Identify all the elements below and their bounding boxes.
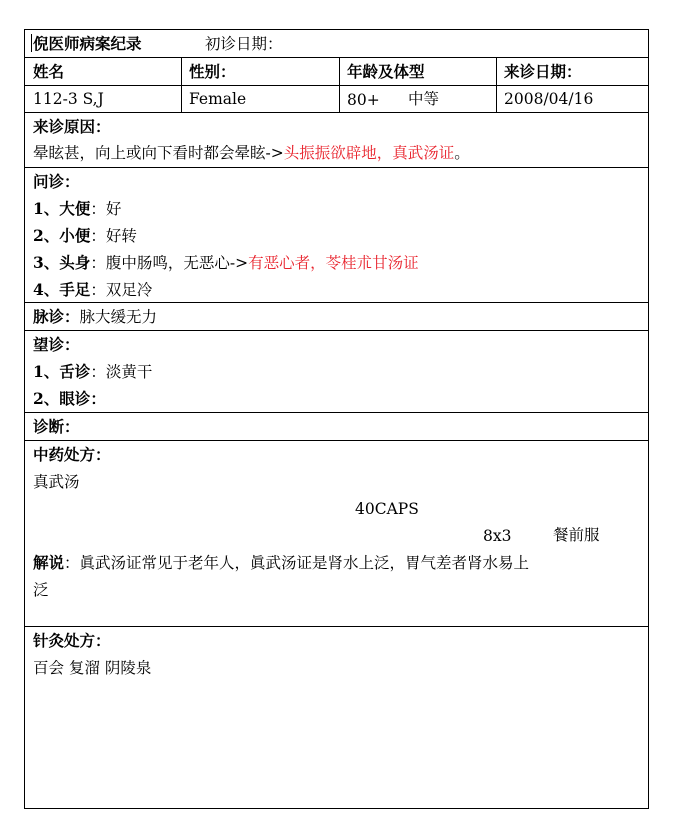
- item-number: 3、: [33, 253, 60, 272]
- acupuncture-points: 百会 复溜 阴陵泉: [33, 659, 152, 677]
- inquiry-item: [33, 280, 152, 300]
- reason-text-black: 晕眩甚，向上或向下看时都会晕眩->: [33, 144, 284, 162]
- row-divider: [25, 57, 648, 58]
- item-value: 好: [105, 200, 122, 218]
- inquiry-item: [33, 253, 419, 273]
- observation-item: [33, 389, 106, 409]
- inquiry-item: [33, 199, 121, 219]
- reason-label: 来诊原因：: [33, 117, 111, 136]
- item-number: 1、: [33, 362, 60, 381]
- row-divider: [25, 440, 648, 441]
- diagnosis-label: 诊断：: [33, 417, 80, 436]
- row-divider: [25, 85, 648, 86]
- row-divider: [25, 626, 648, 627]
- item-key: 手足: [59, 280, 91, 299]
- item-sep: ：: [90, 281, 106, 299]
- item-value: 双足冷: [105, 281, 153, 299]
- item-value: 腹中肠鸣，无恶心->: [105, 254, 249, 272]
- reason-text-red: 头振振欲辟地，真武汤证: [283, 144, 455, 162]
- herbal-timing: 餐前服: [553, 526, 600, 544]
- herbal-frequency: 8x3: [483, 527, 512, 545]
- patient-gender: Female: [189, 90, 247, 108]
- item-sep: ：: [90, 254, 106, 272]
- item-sep: ：: [90, 200, 106, 218]
- item-key: 眼诊: [59, 389, 91, 408]
- col-header-visit-date: 来诊日期：: [504, 62, 582, 81]
- reason-text-end: 。: [454, 144, 470, 162]
- col-header-age: 年龄及体型: [347, 62, 425, 81]
- record-title: 倪医师病案纪录: [33, 34, 142, 53]
- col-header-gender: 性别：: [189, 62, 236, 81]
- medical-record-sheet: [24, 29, 649, 809]
- row-divider: [25, 302, 648, 303]
- pulse-row: [33, 307, 157, 327]
- item-key: 舌诊: [59, 362, 91, 381]
- row-divider: [25, 412, 648, 413]
- observation-label: 望诊：: [33, 335, 80, 354]
- item-value: 淡黄干: [105, 363, 153, 381]
- text-cursor: [31, 34, 32, 52]
- column-divider: [496, 57, 497, 112]
- herbal-explanation-cont: 泛: [33, 581, 49, 599]
- reason-text: [33, 143, 470, 163]
- column-divider: [181, 57, 182, 112]
- pulse-label: 脉诊：: [33, 307, 80, 326]
- row-divider: [25, 112, 648, 113]
- item-sep: ：: [90, 227, 106, 245]
- inquiry-label: 问诊：: [33, 172, 80, 191]
- row-divider: [25, 330, 648, 331]
- item-note-red: 有恶心者，苓桂朮甘汤证: [248, 254, 419, 272]
- first-visit-label: 初诊日期：: [205, 35, 283, 53]
- explain-label: 解说: [33, 553, 65, 572]
- visit-date: 2008/04/16: [504, 90, 594, 108]
- patient-body-type: 中等: [408, 90, 440, 108]
- explain-line1: 眞武汤证常见于老年人，眞武汤证是肾水上泛，胃气差者肾水易上: [79, 554, 530, 572]
- item-key: 小便: [59, 226, 91, 245]
- item-sep: ：: [90, 363, 106, 381]
- herbal-label: 中药处方：: [33, 445, 111, 464]
- item-number: 1、: [33, 199, 60, 218]
- patient-age: 80+: [347, 91, 380, 109]
- item-sep: ：: [90, 389, 106, 408]
- column-divider: [339, 57, 340, 112]
- herbal-dose: 40CAPS: [355, 500, 419, 518]
- item-value: 好转: [105, 227, 137, 245]
- herbal-explanation: [33, 553, 529, 573]
- col-header-name: 姓名: [33, 62, 65, 81]
- explain-sep: ：: [64, 554, 80, 572]
- item-number: 4、: [33, 280, 60, 299]
- observation-item: [33, 362, 152, 382]
- item-number: 2、: [33, 226, 60, 245]
- herbal-formula: 真武汤: [33, 473, 80, 491]
- item-key: 头身: [59, 253, 91, 272]
- patient-id: 112-3 S,J: [33, 90, 104, 108]
- row-divider: [25, 167, 648, 168]
- acupuncture-label: 针灸处方：: [33, 631, 111, 650]
- inquiry-item: [33, 226, 137, 246]
- pulse-text: 脉大缓无力: [79, 308, 158, 326]
- item-key: 大便: [59, 199, 91, 218]
- item-number: 2、: [33, 389, 60, 408]
